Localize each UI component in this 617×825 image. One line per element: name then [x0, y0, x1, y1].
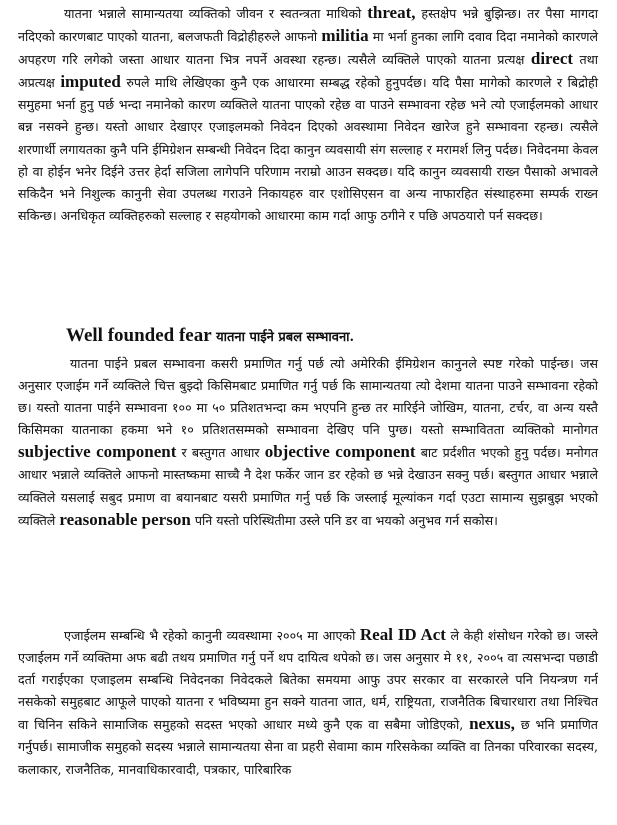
paragraph-text: मा भर्ना हुनका लागि दवाव दिदा नमानेको कारणले अपहरण गरि लगेको जस्ता आधार यातना भित्र नपर्ने अवस्था रहन्छ। त्यसैले व्यक्तिले पाएको यातना प्रत्यक्ष: [18, 29, 598, 68]
paragraph-text: पनि यस्तो परिस्थितीमा उस्ले पनि डर वा भयको अनुभव गर्न सकोस।: [194, 512, 498, 528]
paragraph-text: र बस्तुगत आधार: [181, 445, 260, 461]
english-term: Real ID Act: [359, 625, 446, 644]
paragraph-text: ले केही शंसोधन गरेको छ। जस्ले एजाईलम गर्ने व्यक्तिमा अफ बढी तथय प्रमाणित गर्नु पर्ने थप दायित्व थपेको छ। जस अनुसार मे ११, २००५ वा त्यसभन्दा पछाडी दर्ता गराईएका एजाइलम सम्बन्धि निवेदनका निवेदकले बितेका समयमा आफु उपर सरकार वा सरकारले पनि नियन्त्रण गर्न नसकेको समुहबाट आफूले पाएको यातना र भविष्यमा हुन सक्ने यातना जात, धर्म, राष्ट्रियता, राजनैतिक बिचारधारा तथा निश्चित वा चिनिन सकिने सामाजिक समुहको सदस्त भएको आधार मध्ये कुनै एक वा सबैमा जोडिएको,: [18, 628, 599, 733]
paragraph-well-founded-fear: [18, 353, 598, 532]
english-term: subjective component: [18, 442, 177, 462]
english-term: reasonable person: [59, 509, 191, 529]
paragraph-text: रुपले माथि लेखिएका कुनै एक आधारमा सम्बद्ध रहेको हुनुपर्दछ। यदि पैसा मागेको कारणले र बिद्रोही समुहमा भर्ना हुनु पर्छ भन्दा नमानेको कारण व्यक्तिले यातना पाएको रहेछ वा पाउने सम्भावना रहेछ भने त्यो एजाईलमको आधार बन्न नसक्ने हुन्छ। यस्तो आधार देखाएर एजाइलमको निवेदन दिएको अवस्थामा निवेदन खारेज हुने सम्भावना रहन्छ। त्यसैले शरणार्थी लगायतका कुनै पनि ईमिग्रेशन सम्बन्धी निवेदन दिदा कानुन व्यवसायी संग सल्लाह र मरामर्श लिनु पर्दछ। निवेदनमा केवल हो वा होईन भनेर दिईने उत्तर हेर्दा सजिला लागेपनि परिणाम नराम्रो आउन सक्दछ। यदि कानुन व्यवसायी राख्न पैसाको अभावले सकिदैन भने निशुल्क कानुनी सेवा उपलब्ध गराउने निकायहरु वार एशोसिएसन वा अन्य नाफारहित संस्थाहरुमा सम्पर्क राख्न सकिन्छ। अनधिकृत व्यक्तिहरुको सल्लाह र सहयोगको आधारमा काम गर्दा आफु ठगीने र पछि अपठयारो पर्न सक्दछ।: [18, 75, 598, 223]
english-term: imputed: [60, 72, 121, 92]
paragraph-text: यातना पाईने प्रबल सम्भावना कसरी प्रमाणित गर्नु पर्छ त्यो अमेरिकी ईमिग्रेशन कानुनले स्पष्ट गरेको पाईन्छ। जस अनुसार एजाईम गर्ने व्यक्तिले चित्त बुझ्दो किसिमबाट प्रमाणित गर्नु पर्छ कि सामान्यतया त्यो देशमा यातना पाउने सम्भावना रहेको छ। यस्तो यातना पाईने सम्भावना १०० मा ५० प्रतिशतभन्दा कम भएपनि हुन्छ तर मारिईने जोखिम, यातना, टर्चर, वा अन्य यस्तै किसिमका यातनाका हकमा भने १० प्रतिशतसम्मको सम्भावना देखिए पनि पुग्छ। यस्तो सम्भावितता व्यक्तिको मानोगत: [18, 356, 598, 438]
english-term: militia: [321, 26, 369, 46]
heading-english: Well founded fear: [66, 325, 212, 346]
paragraph-text: बाट प्रर्दशीत भएको हुनु पर्दछ। मनोगत आधार भन्नाले व्यक्तिले आफनो मास्तष्कमा साच्चै नै देश फर्केर जान डर रहेको छ भन्ने देखाउन सक्नु पर्छ। बस्तुगत आधार भन्नाले व्यक्तिले यसलाई सबुद प्रमाण वा बयानबाट यसरी प्रमाणित गर्नु पर्छ कि जस्लाई मूल्यांकन गर्दा एउटा सामान्य सुझबुझ भएको व्यक्तिले: [18, 445, 598, 528]
paragraph-text: एजाईलम सम्बन्धि भै रहेको कानुनी व्यवस्थामा २००५ मा आएको: [64, 628, 356, 643]
heading-nepali: यातना पाईने प्रबल सम्भावना.: [216, 330, 355, 345]
paragraph-text: यातना भन्नाले सामान्यतया व्यक्तिको जीवन र स्वतन्त्रता माथिको: [64, 6, 362, 21]
english-term: nexus,: [469, 714, 515, 734]
paragraph-text: तथा अप्रत्यक्ष: [18, 52, 598, 91]
section-heading: [66, 324, 354, 350]
paragraph-torture-basis: [18, 2, 598, 227]
english-term: threat,: [367, 3, 416, 22]
english-term: direct: [530, 49, 574, 69]
english-term: objective component: [264, 442, 416, 462]
paragraph-text: हस्तक्षेप भन्ने बुझिन्छ। तर पैसा मागदा नदिएको कारणबाट पाएको यातना, बलजफती विद्रोहीहरुले आफनो: [18, 6, 598, 45]
paragraph-text: छ भनि प्रमाणित गर्नुपर्छ। सामाजीक समुहको सदस्य भन्नाले सामान्यतया सेना वा प्रहरी सेवामा काम गरिसकेका व्यक्ति वा तिनका परिवारका सदस्य, कलाकार, राजनैतिक, मानवाधिकारवादी, पत्रकार, पारिबारिक: [18, 717, 598, 777]
paragraph-real-id-act: [18, 624, 598, 781]
